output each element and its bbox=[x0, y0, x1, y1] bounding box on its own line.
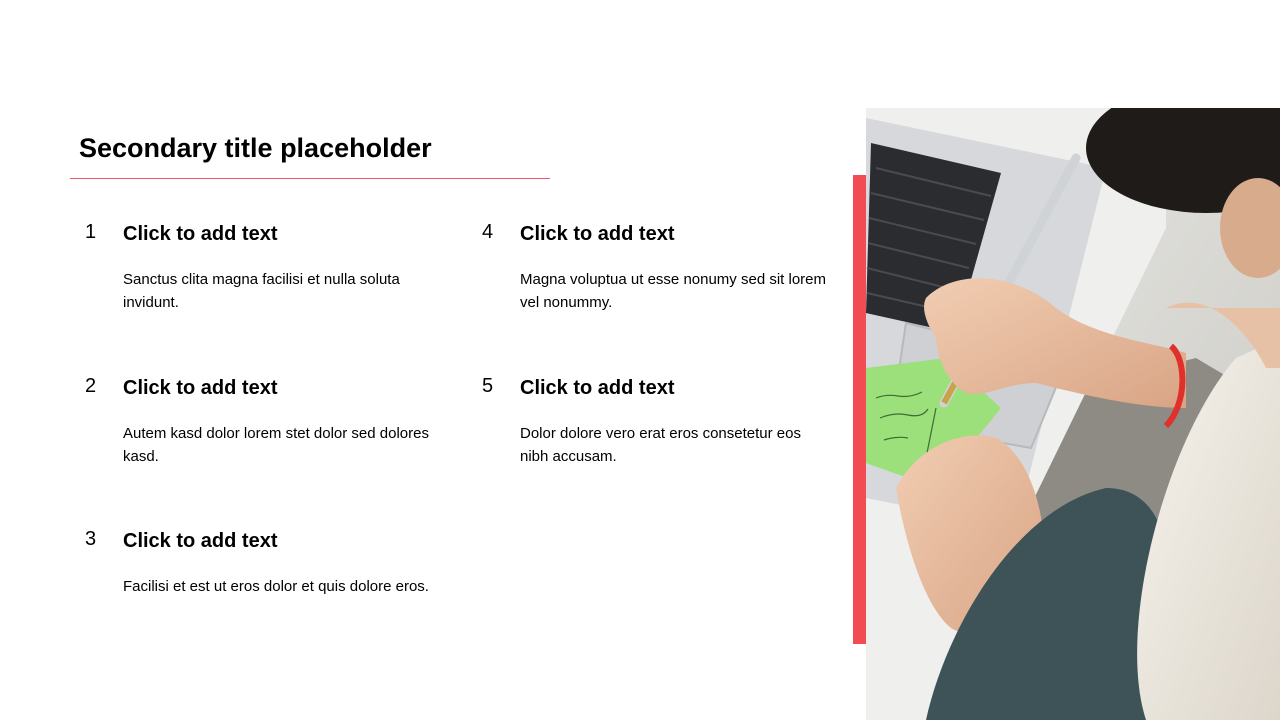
item-body[interactable]: Facilisi et est ut eros dolor et quis dolore eros. bbox=[123, 578, 429, 595]
item-heading[interactable]: Click to add text bbox=[123, 530, 278, 552]
item-heading[interactable]: Click to add text bbox=[520, 377, 675, 399]
item-number: 4 bbox=[482, 221, 494, 243]
item-number: 1 bbox=[85, 221, 97, 243]
item-heading[interactable]: Click to add text bbox=[123, 377, 278, 399]
list-item-2 bbox=[85, 375, 443, 468]
list-item-4 bbox=[482, 221, 840, 314]
item-body[interactable]: Magna voluptua ut esse nonumy sed sit lorem vel nonummy. bbox=[520, 271, 826, 311]
photo-illustration bbox=[866, 108, 1280, 720]
item-number: 3 bbox=[85, 528, 97, 550]
list-item-5 bbox=[482, 375, 840, 468]
list-item-1 bbox=[85, 221, 443, 314]
item-heading[interactable]: Click to add text bbox=[520, 223, 675, 245]
accent-bar bbox=[853, 175, 866, 644]
item-heading[interactable]: Click to add text bbox=[123, 223, 278, 245]
slide-title[interactable]: Secondary title placeholder bbox=[79, 133, 432, 163]
item-body[interactable]: Dolor dolore vero erat eros consetetur eos nibh accusam. bbox=[520, 425, 801, 465]
item-body[interactable]: Sanctus clita magna facilisi et nulla soluta invidunt. bbox=[123, 271, 400, 311]
title-divider bbox=[70, 178, 550, 179]
list-item-3 bbox=[85, 528, 443, 598]
item-body[interactable]: Autem kasd dolor lorem stet dolor sed dolores kasd. bbox=[123, 425, 429, 465]
item-number: 5 bbox=[482, 375, 494, 397]
item-number: 2 bbox=[85, 375, 97, 397]
photo-person-writing[interactable] bbox=[866, 108, 1280, 720]
